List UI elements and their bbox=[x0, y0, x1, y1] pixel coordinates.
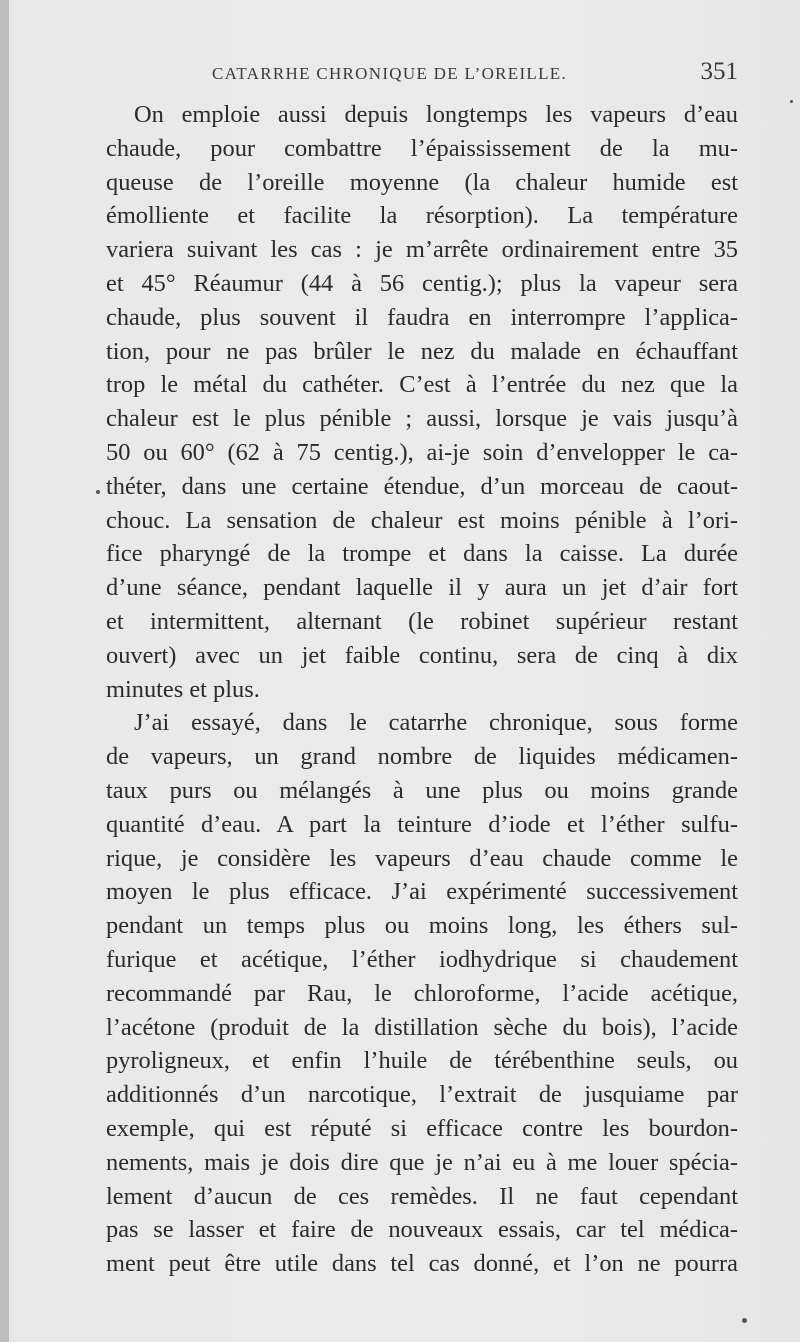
text-line: ment peut être utile dans tel cas donné, et l’on ne pourra bbox=[106, 1250, 738, 1278]
body-text bbox=[106, 98, 738, 1281]
paragraph bbox=[106, 706, 738, 1281]
text-line: exemple, qui est réputé si efficace contre les bourdon- bbox=[106, 1114, 738, 1142]
text-line: J’ai essayé, dans le catarrhe chronique, sous forme bbox=[134, 709, 738, 737]
text-line: chouc. La sensation de chaleur est moins pénible à l’ori- bbox=[106, 506, 738, 534]
ink-speck bbox=[96, 490, 100, 494]
paragraph bbox=[106, 98, 738, 706]
text-line: émolliente et facilite la résorption). La température bbox=[106, 202, 738, 230]
ink-speck bbox=[742, 1318, 747, 1323]
text-line: tion, pour ne pas brûler le nez du malade en échauffant bbox=[106, 337, 738, 365]
text-line: chaude, pour combattre l’épaississement de la mu- bbox=[106, 134, 738, 162]
text-line: pendant un temps plus ou moins long, les éthers sul- bbox=[106, 912, 738, 940]
text-line: et intermittent, alternant (le robinet supérieur restant bbox=[106, 607, 738, 635]
text-line: variera suivant les cas : je m’arrête ordinairement entre 35 bbox=[106, 236, 738, 264]
ink-speck bbox=[790, 100, 793, 103]
text-line: queuse de l’oreille moyenne (la chaleur humide est bbox=[106, 168, 738, 196]
text-line: théter, dans une certaine étendue, d’un morceau de caout- bbox=[106, 472, 738, 500]
text-line: quantité d’eau. A part la teinture d’iode et l’éther sulfu- bbox=[106, 810, 738, 838]
text-line: rique, je considère les vapeurs d’eau chaude comme le bbox=[106, 844, 738, 872]
text-line: On emploie aussi depuis longtemps les vapeurs d’eau bbox=[134, 101, 738, 128]
text-line: recommandé par Rau, le chloroforme, l’acide acétique, bbox=[106, 979, 738, 1007]
text-line: et 45° Réaumur (44 à 56 centig.); plus la vapeur sera bbox=[106, 269, 738, 297]
text-line: moyen le plus efficace. J’ai expérimenté successivement bbox=[106, 878, 738, 906]
text-line: lement d’aucun de ces remèdes. Il ne faut cependant bbox=[106, 1182, 738, 1210]
text-line: additionnés d’un narcotique, l’extrait de jusquiame par bbox=[106, 1081, 738, 1109]
text-line: taux purs ou mélangés à une plus ou moins grande bbox=[106, 776, 738, 804]
text-line: pas se lasser et faire de nouveaux essais, car tel médica- bbox=[106, 1216, 738, 1244]
text-line: 50 ou 60° (62 à 75 centig.), ai-je soin d’envelopper le ca- bbox=[106, 438, 738, 466]
text-line: nements, mais je dois dire que je n’ai eu à me louer spécia- bbox=[106, 1148, 738, 1176]
text-line: fice pharyngé de la trompe et dans la caisse. La durée bbox=[106, 540, 738, 568]
running-title: CATARRHE CHRONIQUE DE L’OREILLE. bbox=[212, 64, 568, 83]
text-line: d’une séance, pendant laquelle il y aura un jet d’air fort bbox=[106, 574, 738, 602]
page-number: 351 bbox=[700, 58, 738, 85]
text-line: pyroligneux, et enfin l’huile de térébenthine seuls, ou bbox=[106, 1047, 738, 1075]
text-line: chaude, plus souvent il faudra en interrompre l’applica- bbox=[106, 303, 738, 331]
text-line: chaleur est le plus pénible ; aussi, lorsque je vais jusqu’à bbox=[106, 405, 738, 433]
text-line: de vapeurs, un grand nombre de liquides médicamen- bbox=[106, 743, 738, 771]
text-line: furique et acétique, l’éther iodhydrique si chaudement bbox=[106, 945, 738, 973]
text-line: l’acétone (produit de la distillation sèche du bois), l’acide bbox=[106, 1013, 738, 1041]
text-line: trop le métal du cathéter. C’est à l’entrée du nez que la bbox=[106, 371, 738, 399]
page-header bbox=[108, 58, 738, 90]
text-line: ouvert) avec un jet faible continu, sera de cinq à dix bbox=[106, 641, 738, 669]
text-line: minutes et plus. bbox=[106, 675, 260, 703]
